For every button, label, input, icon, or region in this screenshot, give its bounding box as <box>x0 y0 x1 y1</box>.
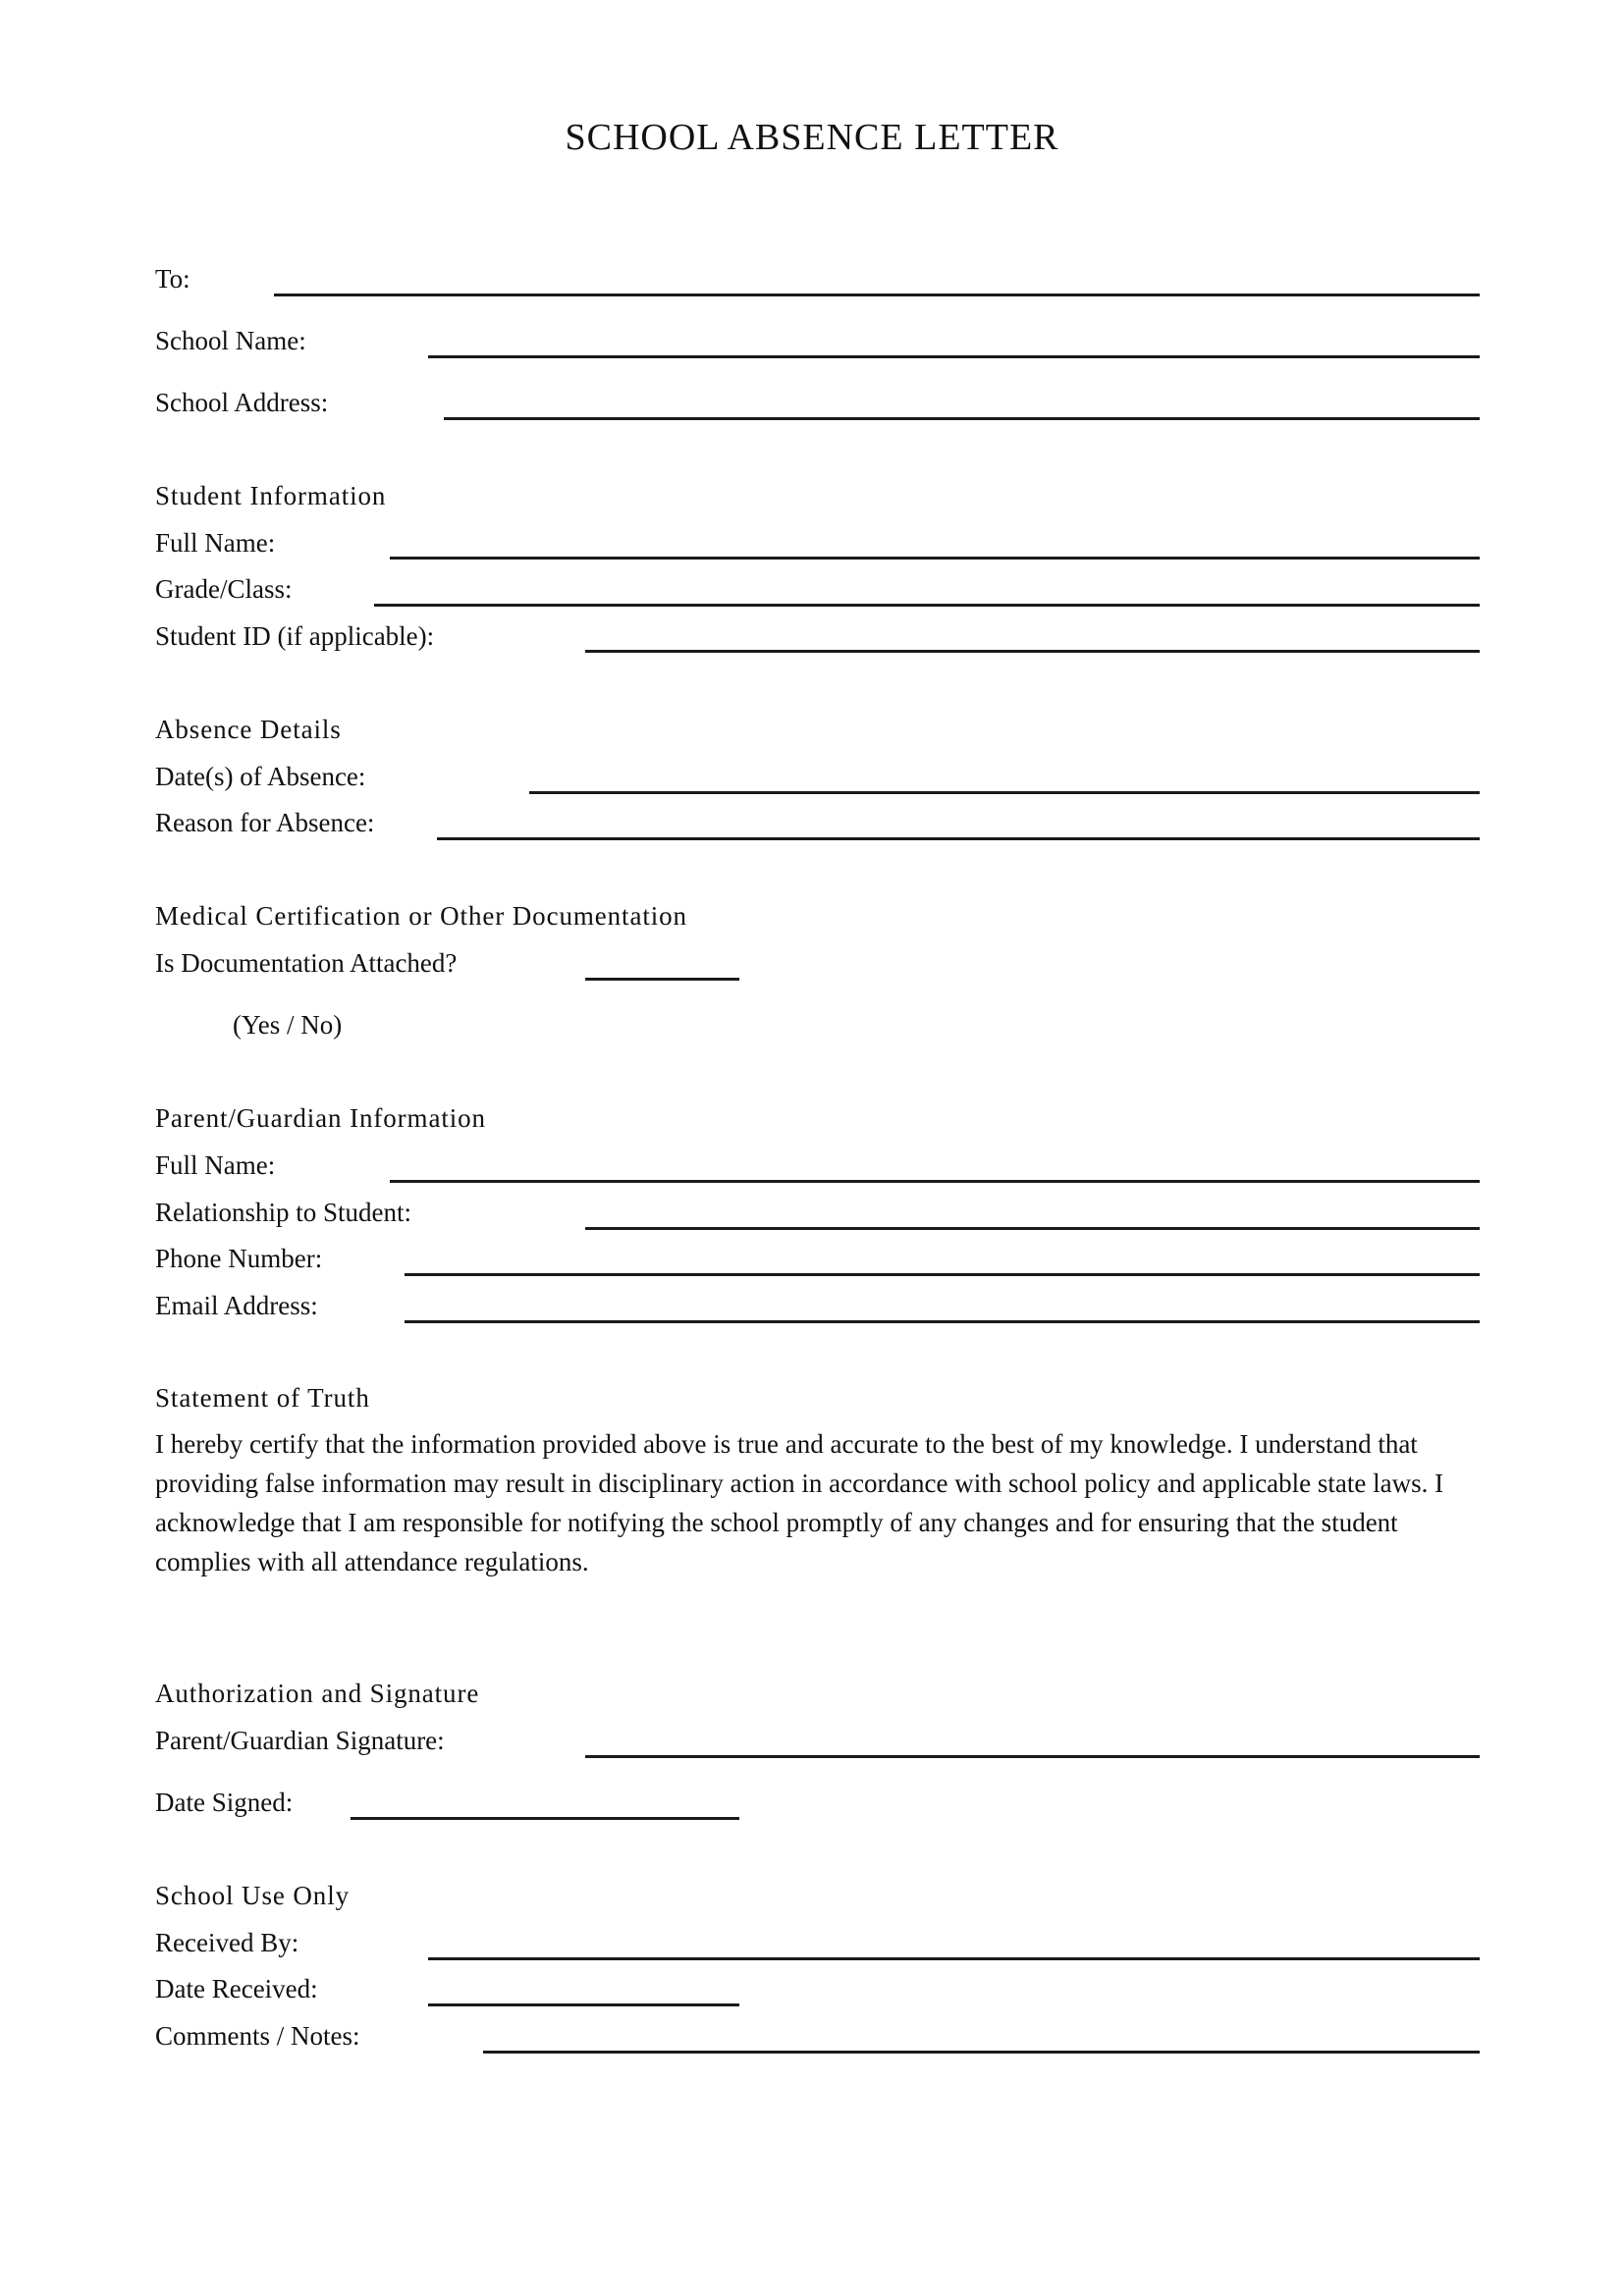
documentation-heading: Medical Certification or Other Documentation <box>155 901 687 931</box>
absence-reason-field[interactable] <box>437 837 1480 840</box>
yes-no-hint: (Yes / No) <box>233 1010 343 1040</box>
comments-label: Comments / Notes: <box>155 2021 360 2051</box>
student-id-field[interactable] <box>585 650 1480 653</box>
student-info-heading: Student Information <box>155 481 387 510</box>
school-name-label: School Name: <box>155 326 306 355</box>
documentation-attached-label: Is Documentation Attached? <box>155 948 458 978</box>
documentation-attached-field[interactable] <box>585 978 739 981</box>
received-by-field[interactable] <box>428 1957 1480 1960</box>
to-label: To: <box>155 264 190 294</box>
student-full-name-field[interactable] <box>390 557 1480 560</box>
phone-field[interactable] <box>405 1273 1480 1276</box>
email-label: Email Address: <box>155 1291 318 1320</box>
relationship-field[interactable] <box>585 1227 1480 1230</box>
guardian-full-name-field[interactable] <box>390 1180 1480 1183</box>
date-received-field[interactable] <box>428 2003 739 2006</box>
guardian-info-heading: Parent/Guardian Information <box>155 1103 486 1133</box>
student-full-name-label: Full Name: <box>155 528 276 558</box>
statement-heading: Statement of Truth <box>155 1383 370 1413</box>
date-signed-label: Date Signed: <box>155 1788 294 1817</box>
school-address-label: School Address: <box>155 388 329 417</box>
page-title: SCHOOL ABSENCE LETTER <box>565 117 1059 158</box>
absence-dates-label: Date(s) of Absence: <box>155 762 366 791</box>
absence-details-heading: Absence Details <box>155 715 342 744</box>
absence-dates-field[interactable] <box>529 791 1480 794</box>
school-name-field[interactable] <box>428 355 1480 358</box>
relationship-label: Relationship to Student: <box>155 1198 411 1227</box>
received-by-label: Received By: <box>155 1928 299 1957</box>
grade-class-label: Grade/Class: <box>155 574 293 604</box>
authorization-heading: Authorization and Signature <box>155 1679 480 1708</box>
email-field[interactable] <box>405 1320 1480 1323</box>
signature-label: Parent/Guardian Signature: <box>155 1726 445 1755</box>
guardian-full-name-label: Full Name: <box>155 1150 276 1180</box>
school-use-heading: School Use Only <box>155 1881 350 1910</box>
to-field[interactable] <box>274 294 1480 296</box>
student-id-label: Student ID (if applicable): <box>155 621 435 651</box>
phone-label: Phone Number: <box>155 1244 323 1273</box>
comments-field[interactable] <box>483 2051 1480 2054</box>
grade-class-field[interactable] <box>374 604 1480 607</box>
school-address-field[interactable] <box>444 417 1480 420</box>
absence-reason-label: Reason for Absence: <box>155 808 375 837</box>
date-signed-field[interactable] <box>351 1817 739 1820</box>
statement-text: I hereby certify that the information provided above is true and accurate to the best of my knowledge. I understand that providing false information may result in disciplinary action in accordance with school policy and applicable state laws. I acknowledge that I am responsible for notifying the school promptly of any changes and for ensuring that the student complies with all attendance regulations. <box>155 1429 1444 1576</box>
date-received-label: Date Received: <box>155 1974 318 2003</box>
signature-field[interactable] <box>585 1755 1480 1758</box>
